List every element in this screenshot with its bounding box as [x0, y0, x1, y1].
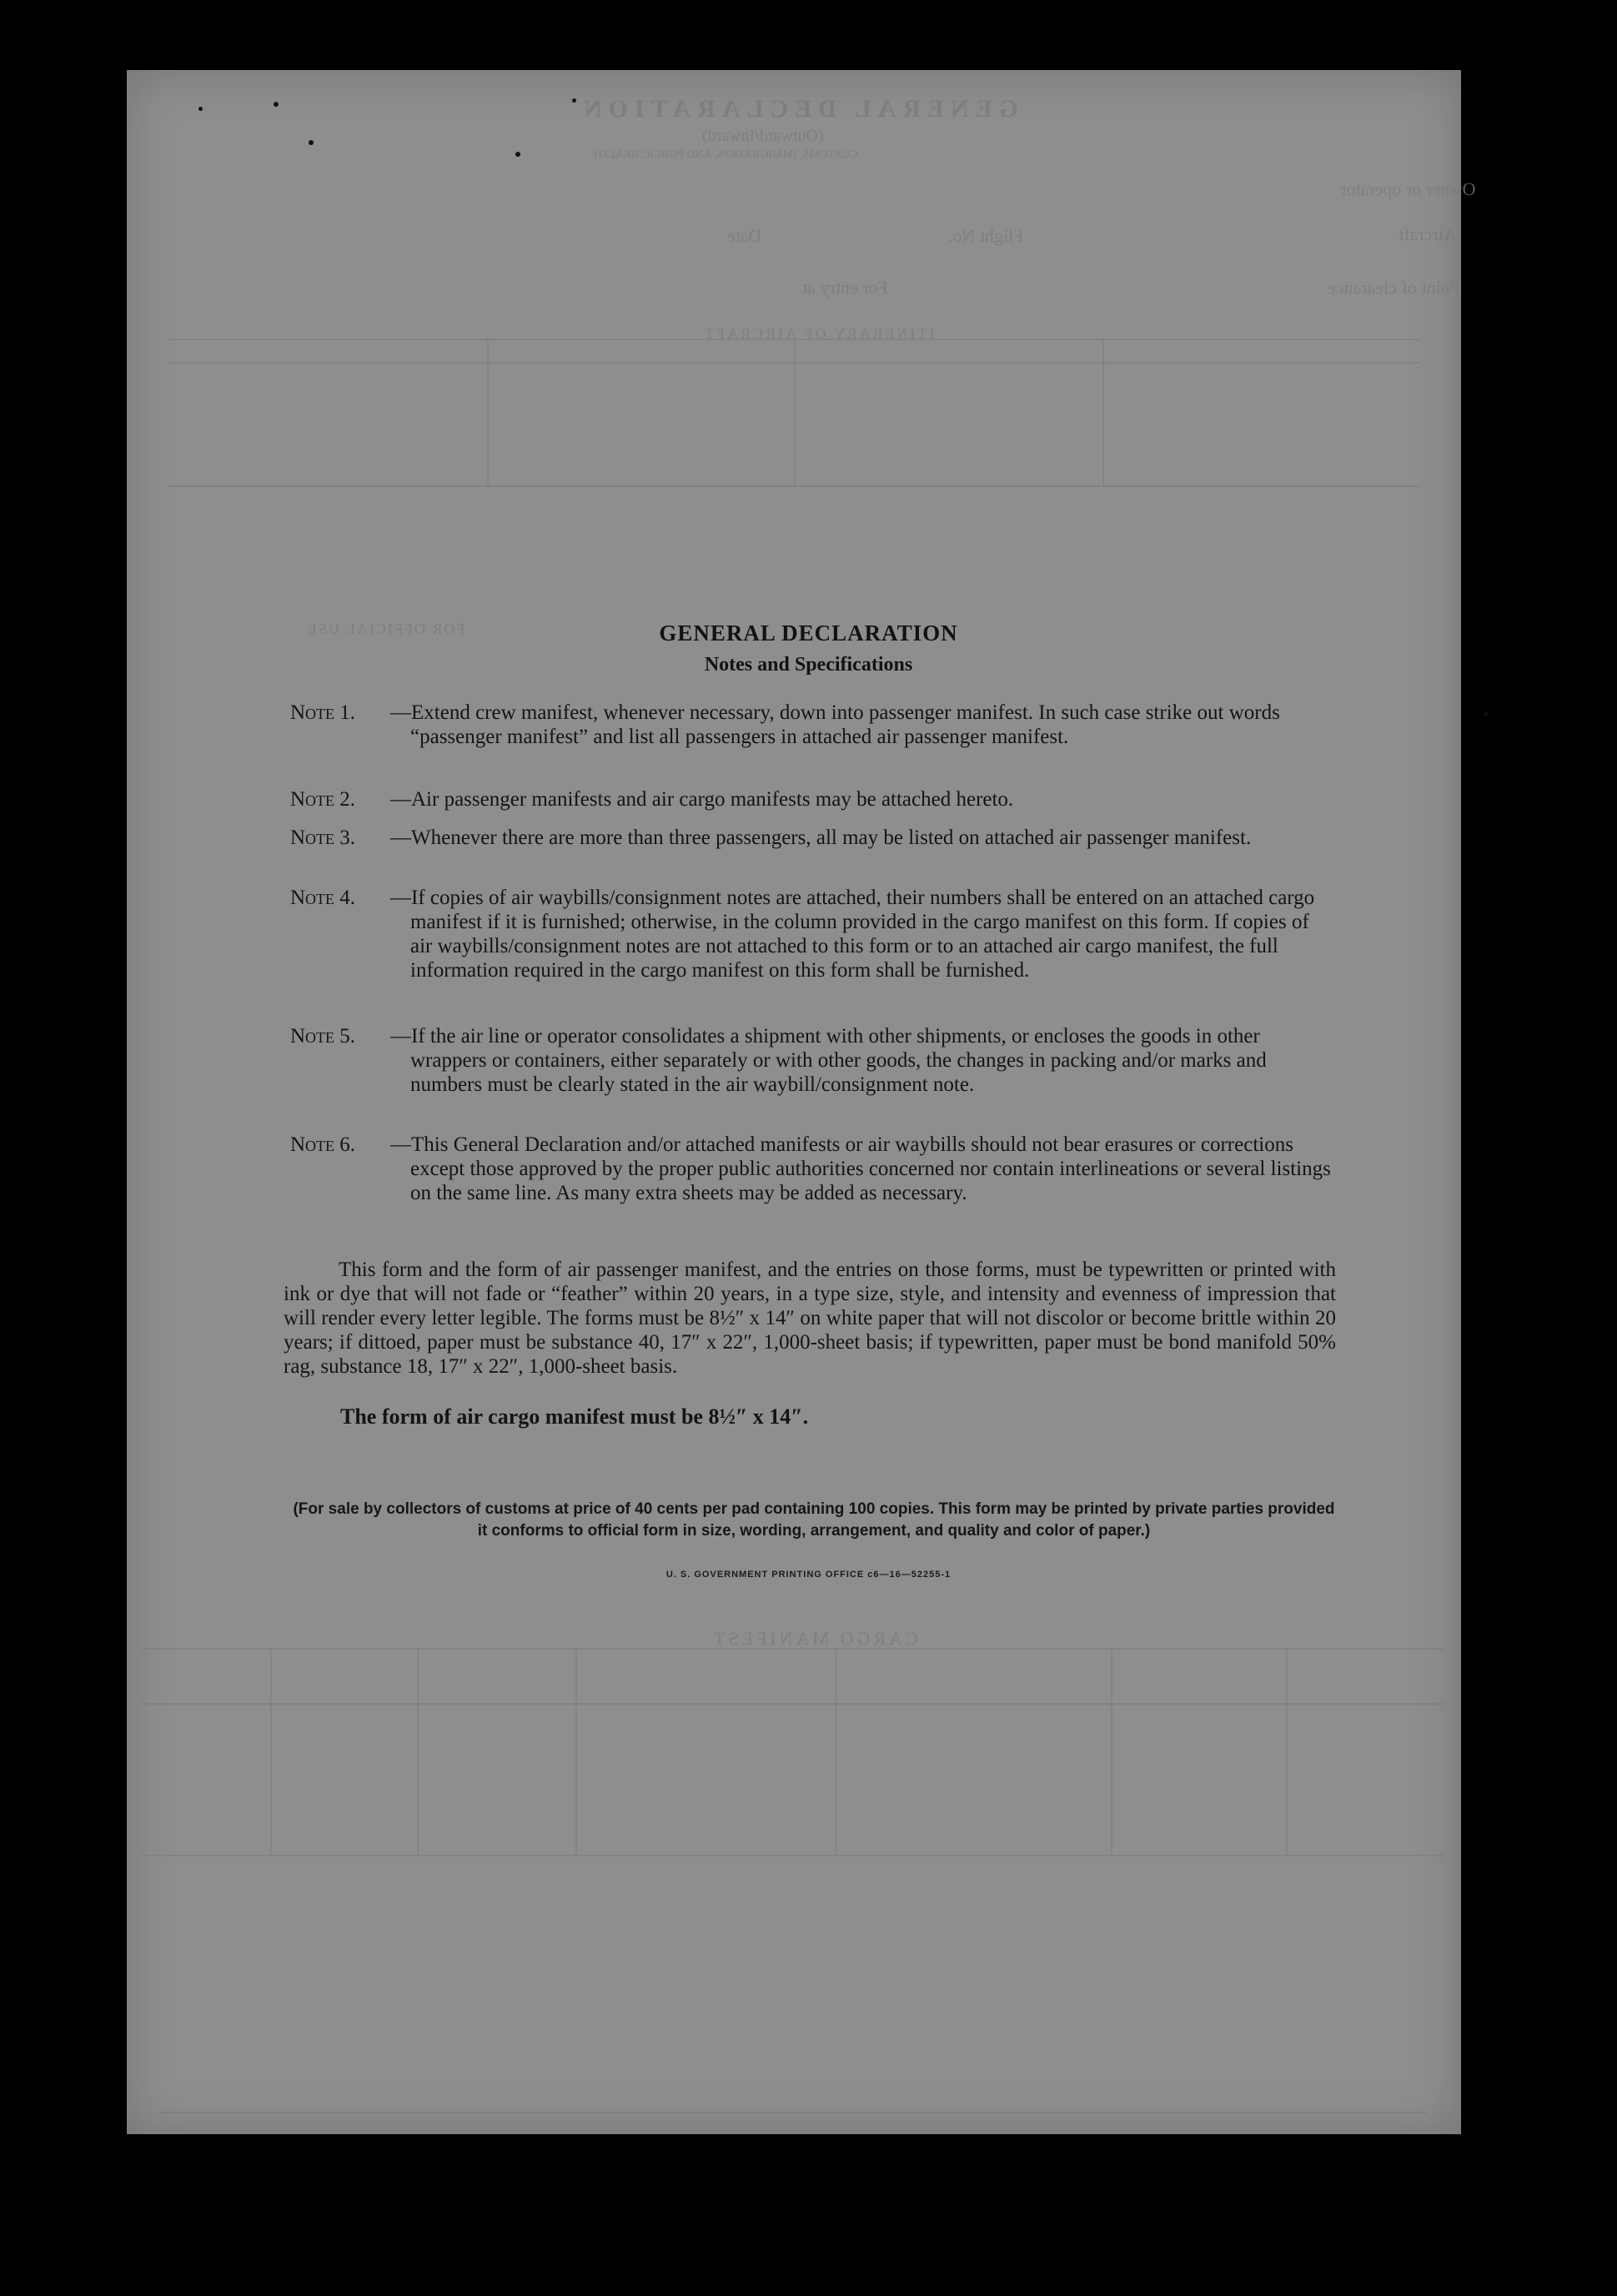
note-text: —If copies of air waybills/consignment notes are attached, their numbers shall be entered on an attached cargo manifest if it is furnished; otherwise, in the column provided in the cargo manifest on this form. If copies of air waybills/consignment notes are not attached to this form or to an attached air cargo manifest, the full information required in the cargo manifest on this form shall be furnished. — [390, 887, 1315, 982]
bleed-rule — [143, 1855, 1444, 1856]
note-5 — [290, 1024, 1333, 1097]
bleed-rule — [1111, 1648, 1112, 1855]
declaration-title: GENERAL DECLARATION — [659, 620, 958, 646]
note-text: —This General Declaration and/or attached manifests or air waybills should not bear erasures or corrections except those approved by the proper public authorities concerned nor contain interlineations or several listings on the same line. As many extra sheets may be added as necessary. — [390, 1133, 1331, 1204]
bleed-aircraft: Aircraft — [1399, 224, 1457, 244]
bleed-rule — [160, 2112, 1428, 2113]
note-text: —If the air line or operator consolidates a shipment with other shipments, or encloses the goods in other wrappers or containers, either separately or with other goods, the changes in packing and/or marks and numbers must be clearly stated in the air waybill/consignment note. — [390, 1025, 1267, 1096]
note-4 — [290, 886, 1333, 982]
bleed-header-title: GENERAL DECLARATION — [577, 95, 1019, 123]
bleed-rule — [1102, 339, 1104, 485]
bleed-rule — [168, 485, 1419, 487]
note-text: —Air passenger manifests and air cargo manifests may be attached hereto. — [390, 788, 1014, 811]
bleed-rule — [575, 1648, 577, 1855]
speck — [515, 152, 520, 157]
form-specification-paragraph: This form and the form of air passenger manifest, and the entries on those forms, must be typewritten or printed with ink or dye that will not fade or “feather” within 20 years, in a type size, style, and intensity and evenness of impression that will render every letter legible. The forms must be 8½″ x 14″ on white paper that will not discolor or become brittle within 20 years; if dittoed, paper must be substance 40, 17″ x 22″, 1,000-sheet basis; if typewritten, paper must be bond manifold 50% rag, substance 18, 17″ x 22″, 1,000-sheet basis. — [284, 1259, 1336, 1378]
bleed-cargo-manifest: CARGO MANIFEST — [711, 1628, 918, 1649]
bleed-header-line: CUSTOMS, IMMIGRATION, AND PUBLIC HEALTH — [594, 148, 858, 161]
speck — [309, 140, 314, 145]
bleed-owner: Owner or operator — [1340, 178, 1476, 199]
note-text: —Extend crew manifest, whenever necessary, down into passenger manifest. In such case strike out words “passenger manifest” and list all passengers in attached air passenger manifest. — [390, 701, 1280, 748]
bleed-for-entry: For entry at — [802, 277, 888, 298]
bleed-rule — [270, 1648, 272, 1855]
speck — [572, 98, 576, 103]
note-text: —Whenever there are more than three passengers, all may be listed on attached air passenger manifest. — [390, 826, 1252, 849]
note-6 — [290, 1133, 1333, 1205]
bleed-date: Date — [727, 225, 762, 246]
note-label: Note 6. — [290, 1133, 356, 1156]
note-3 — [290, 826, 1333, 850]
bleed-rule — [836, 1648, 837, 1855]
note-label: Note 3. — [290, 826, 356, 849]
declaration-subtitle: Notes and Specifications — [704, 654, 913, 676]
sale-notice: (For sale by collectors of customs at price of 40 cents per pad containing 100 copies. This form may be printed by private parties provided it conforms to official form in size, wording, arrangement, and quality and color of paper.) — [293, 1500, 1335, 1540]
cargo-form-size: The form of air cargo manifest must be 8½″ x 14″. — [340, 1404, 809, 1429]
note-label: Note 2. — [290, 788, 356, 811]
speck — [1484, 712, 1488, 716]
bleed-rule — [143, 1648, 1444, 1650]
speck — [274, 102, 279, 107]
bleed-rule — [487, 339, 489, 485]
note-2 — [290, 787, 1333, 811]
document-sheet — [127, 70, 1476, 2134]
speck — [198, 107, 203, 111]
bleed-rule — [1286, 1648, 1288, 1855]
note-label: Note 1. — [290, 701, 356, 724]
bleed-rule — [417, 1648, 419, 1855]
bleed-flight: Flight No. — [948, 225, 1024, 246]
bleed-rule — [794, 339, 796, 485]
bleed-header-sub: (Outward/Inward) — [702, 127, 824, 145]
bleed-rule — [143, 1703, 1444, 1705]
note-label: Note 5. — [290, 1025, 356, 1048]
note-1 — [290, 701, 1333, 749]
bleed-clearance: Point of clearance — [1328, 277, 1460, 298]
note-label: Note 4. — [290, 887, 356, 909]
bleed-itinerary: ITINERARY OF AIRCRAFT — [702, 325, 935, 342]
printing-office-imprint: U. S. GOVERNMENT PRINTING OFFICE c6—16—52255-1 — [665, 1570, 952, 1580]
bleed-official-use: FOR OFFICIAL USE — [306, 620, 465, 637]
